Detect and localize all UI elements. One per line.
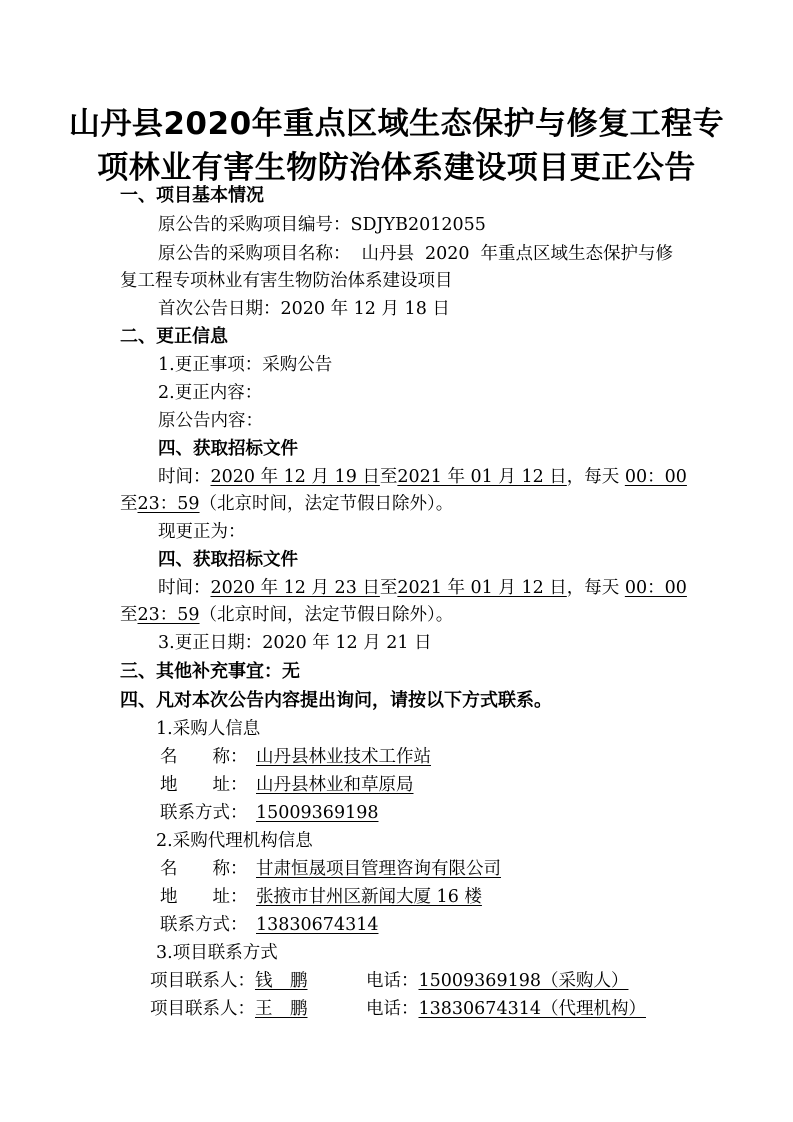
buyer-address-label: 地 址： [160,775,248,795]
contact-row-2-tel [366,997,646,1021]
to-word: 至 [120,494,138,514]
project-name-part1: 山丹县 [361,244,414,264]
new-subheading: 四、获取招标文件 [158,550,298,570]
section-1-heading: 一、项目基本情况 [120,185,264,206]
contact-1-tel: 15009369198（采购人） [418,971,629,991]
time-note: （北京时间，法定节假日除外）。 [199,605,454,625]
daily-start-time: 00：00 [624,467,687,487]
project-name-year: 2020 [424,244,470,264]
daily-start-time: 00：00 [624,578,687,598]
daily-end-time: 23：59 [137,494,200,514]
change-item-label: 1.更正事项： [158,355,263,375]
project-name-row [158,242,673,266]
original-subheading: 四、获取招标文件 [158,439,298,459]
to-word: 至 [379,467,398,487]
change-date-label: 3.更正日期： [158,633,263,653]
contact-row-1-tel [366,969,628,993]
time-note: （北京时间，法定节假日除外）。 [199,494,454,514]
agency-address-row [160,885,482,909]
original-time-row-cont [120,492,453,516]
change-date-row [158,631,432,655]
contact-2-tel-label: 电话： [366,999,419,1019]
change-content-label: 2.更正内容： [158,383,263,403]
contact-1-name: 钱 鹏 [255,971,308,991]
section-4-heading: 四、凡对本次公告内容提出询问，请按以下方式联系。 [120,690,552,711]
daily-word: ，每天 [566,467,620,487]
page-title-line-1: 山丹县2020年重点区域生态保护与修复工程专 [68,106,725,142]
buyer-phone-label: 联系方式： [160,803,248,823]
section-3-value: 无 [282,661,300,682]
now-changed-label: 现更正为： [158,522,246,542]
project-contact-title: 3.项目联系方式 [156,943,278,963]
buyer-address-row [160,773,414,797]
contact-2-label: 项目联系人： [150,999,255,1019]
agency-address-label: 地 址： [160,887,248,907]
project-name-label: 原公告的采购项目名称： [158,244,351,264]
project-name-part2: 年重点区域生态保护与修 [480,244,673,264]
buyer-phone: 15009369198 [256,803,379,823]
change-item-value: 采购公告 [262,355,333,375]
contact-1-label: 项目联系人： [150,971,255,991]
agency-name-label: 名 称： [160,859,248,879]
first-notice-date-label: 首次公告日期： [158,299,281,319]
buyer-info-title: 1.采购人信息 [156,719,261,739]
new-end-date: 2021 年 01 月 12 日 [397,578,567,598]
buyer-name: 山丹县林业技术工作站 [256,747,431,767]
project-number-row [158,213,486,237]
contact-row-2 [150,997,308,1021]
original-start-date: 2020 年 12 月 19 日 [210,467,380,487]
buyer-phone-row [160,801,378,825]
project-name-continued: 复工程专项林业有害生物防治体系建设项目 [120,271,453,291]
section-3-label: 三、其他补充事宜： [120,661,282,682]
agency-address: 张掖市甘州区新闻大厦 16 楼 [256,887,482,907]
first-notice-date-row [158,297,450,321]
original-time-row [158,465,687,489]
buyer-name-row [160,745,431,769]
original-content-label: 原公告内容： [158,411,263,431]
contact-row-1 [150,969,308,993]
new-time-row [158,576,687,600]
daily-word: ，每天 [566,578,620,598]
section-2-heading: 二、更正信息 [120,326,228,347]
contact-1-tel-label: 电话： [366,971,419,991]
project-number-label: 原公告的采购项目编号： [158,215,351,235]
buyer-name-label: 名 称： [160,747,248,767]
new-time-label: 时间： [158,578,211,598]
agency-phone-label: 联系方式： [160,915,248,935]
agency-name-row [160,857,501,881]
contact-2-tel: 13830674314（代理机构） [418,999,646,1019]
to-word: 至 [120,605,138,625]
buyer-address: 山丹县林业和草原局 [256,775,414,795]
new-start-date: 2020 年 12 月 23 日 [210,578,380,598]
new-time-row-cont [120,603,453,627]
agency-phone-row [160,913,378,937]
agency-phone: 13830674314 [256,915,379,935]
first-notice-date: 2020 年 12 月 18 日 [280,299,450,319]
original-end-date: 2021 年 01 月 12 日 [397,467,567,487]
project-number: SDJYB2012055 [350,215,486,235]
daily-end-time: 23：59 [137,605,200,625]
contact-2-name: 王 鹏 [255,999,308,1019]
section-3-heading [120,660,300,684]
page-title-line-2: 项林业有害生物防治体系建设项目更正公告 [97,150,696,186]
change-date: 2020 年 12 月 21 日 [262,633,432,653]
change-item-row [158,353,332,377]
agency-info-title: 2.采购代理机构信息 [156,831,313,851]
agency-name: 甘肃恒晟项目管理咨询有限公司 [256,859,501,879]
to-word: 至 [379,578,398,598]
original-time-label: 时间： [158,467,211,487]
